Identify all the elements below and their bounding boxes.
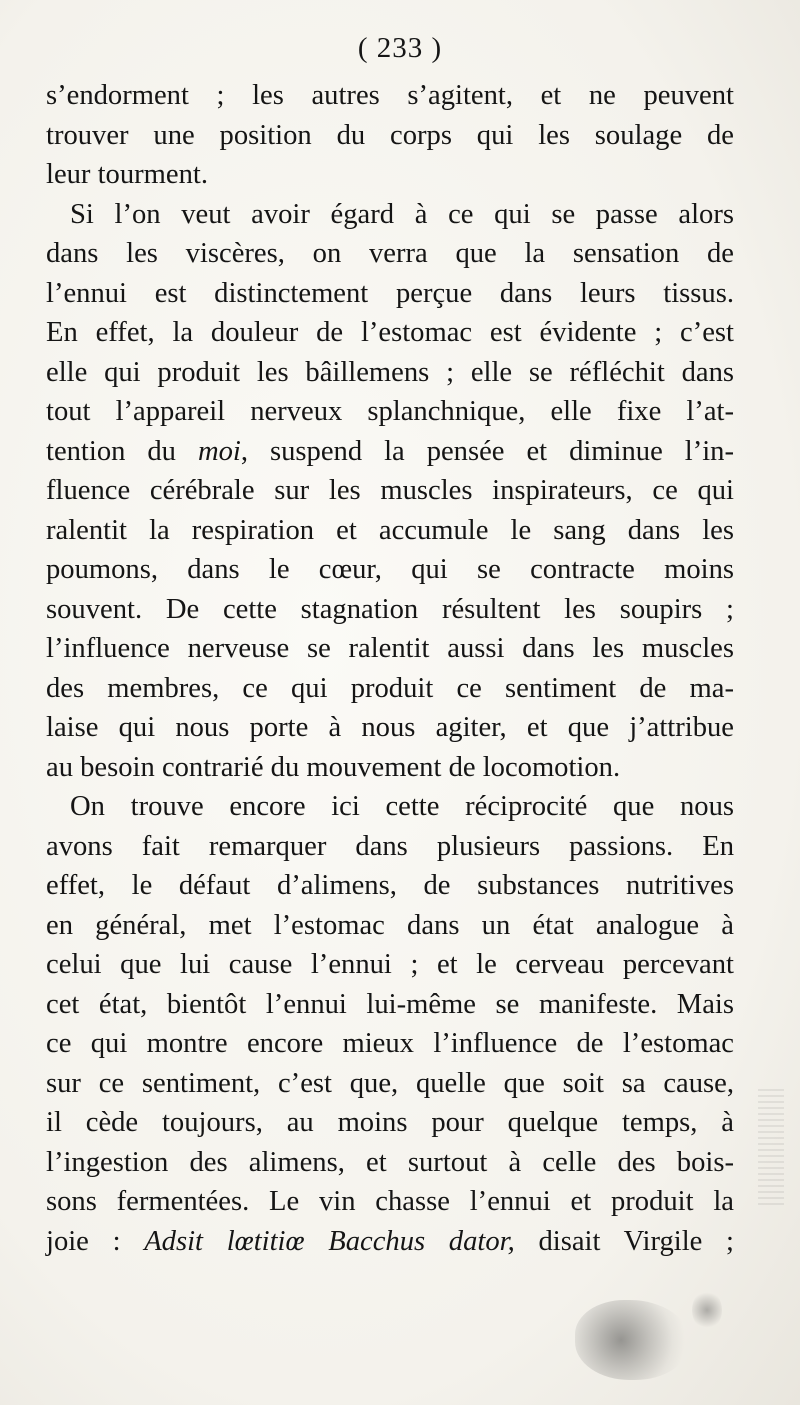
text-line: s’endorment ; les autres s’agitent, et ne peuvent xyxy=(46,80,734,111)
text-line: fluence cérébrale sur les muscles inspirateurs, ce qui xyxy=(46,475,734,506)
text-line: poumons, dans le cœur, qui se contracte moins xyxy=(46,554,734,585)
text-line: au besoin contrarié du mouvement de locomotion. xyxy=(46,751,621,783)
text-line: avons fait remarquer dans plusieurs passions. En xyxy=(46,830,734,862)
italic-term: moi xyxy=(197,435,241,467)
text-line: sur ce sentiment, c’est que, quelle que soit sa cause, xyxy=(46,1067,734,1099)
text-line: elle qui produit les bâillemens ; elle se réfléchit dans xyxy=(46,356,734,388)
page-number: ( 233 ) xyxy=(357,32,443,64)
text-line: ralentit la respiration et accumule le sang dans les xyxy=(46,514,734,546)
text-line: effet, le défaut d’alimens, de substances nutritives xyxy=(46,870,734,901)
ink-blot xyxy=(575,1300,690,1380)
text-line xyxy=(46,1222,734,1262)
text-line xyxy=(46,432,734,472)
text-line: l’ennui est distinctement perçue dans leurs tissus. xyxy=(46,277,734,309)
text-line: leur tourment. xyxy=(46,159,208,190)
ink-spot xyxy=(692,1290,722,1330)
text-line: l’influence nerveuse se ralentit aussi dans les muscles xyxy=(46,633,734,664)
text-line: il cède toujours, au moins pour quelque temps, à xyxy=(46,1107,734,1138)
text-line: ce qui montre encore mieux l’influence de l’estomac xyxy=(46,1028,734,1059)
text-line: trouver une position du corps qui les soulage de xyxy=(46,119,734,151)
latin-quote: Adsit lœtitiœ Bacchus dator, xyxy=(144,1225,515,1257)
text-line: celui que lui cause l’ennui ; et le cerveau percevant xyxy=(46,949,734,980)
text-line: des membres, ce qui produit ce sentiment de ma- xyxy=(46,672,734,704)
text-line: sons fermentées. Le vin chasse l’ennui et produit la xyxy=(46,1186,734,1217)
text-line: laise qui nous porte à nous agiter, et que j’attribue xyxy=(46,712,734,743)
text-line: souvent. De cette stagnation résultent les soupirs ; xyxy=(46,593,734,625)
text-line: tout l’appareil nerveux splanchnique, elle fixe l’at- xyxy=(46,396,734,427)
text-fragment: , suspend la pensée et diminue l’in- xyxy=(240,435,734,467)
paper-speckle xyxy=(758,1085,784,1205)
body-text xyxy=(46,76,734,1261)
paragraph-start-line: On trouve encore ici cette réciprocité que nous xyxy=(70,791,734,822)
text-fragment: disait Virgile ; xyxy=(538,1225,734,1257)
text-line: cet état, bientôt l’ennui lui-même se manifeste. Mais xyxy=(46,988,734,1020)
text-line: En effet, la douleur de l’estomac est évidente ; c’est xyxy=(46,317,734,348)
text-line: en général, met l’estomac dans un état analogue à xyxy=(46,909,734,941)
text-line: dans les viscères, on verra que la sensation de xyxy=(46,238,734,269)
text-line: l’ingestion des alimens, et surtout à celle des bois- xyxy=(46,1146,734,1178)
paragraph-start-line: Si l’on veut avoir égard à ce qui se passe alors xyxy=(70,198,734,230)
text-fragment: joie : xyxy=(46,1225,121,1257)
text-fragment: tention du xyxy=(46,435,176,467)
